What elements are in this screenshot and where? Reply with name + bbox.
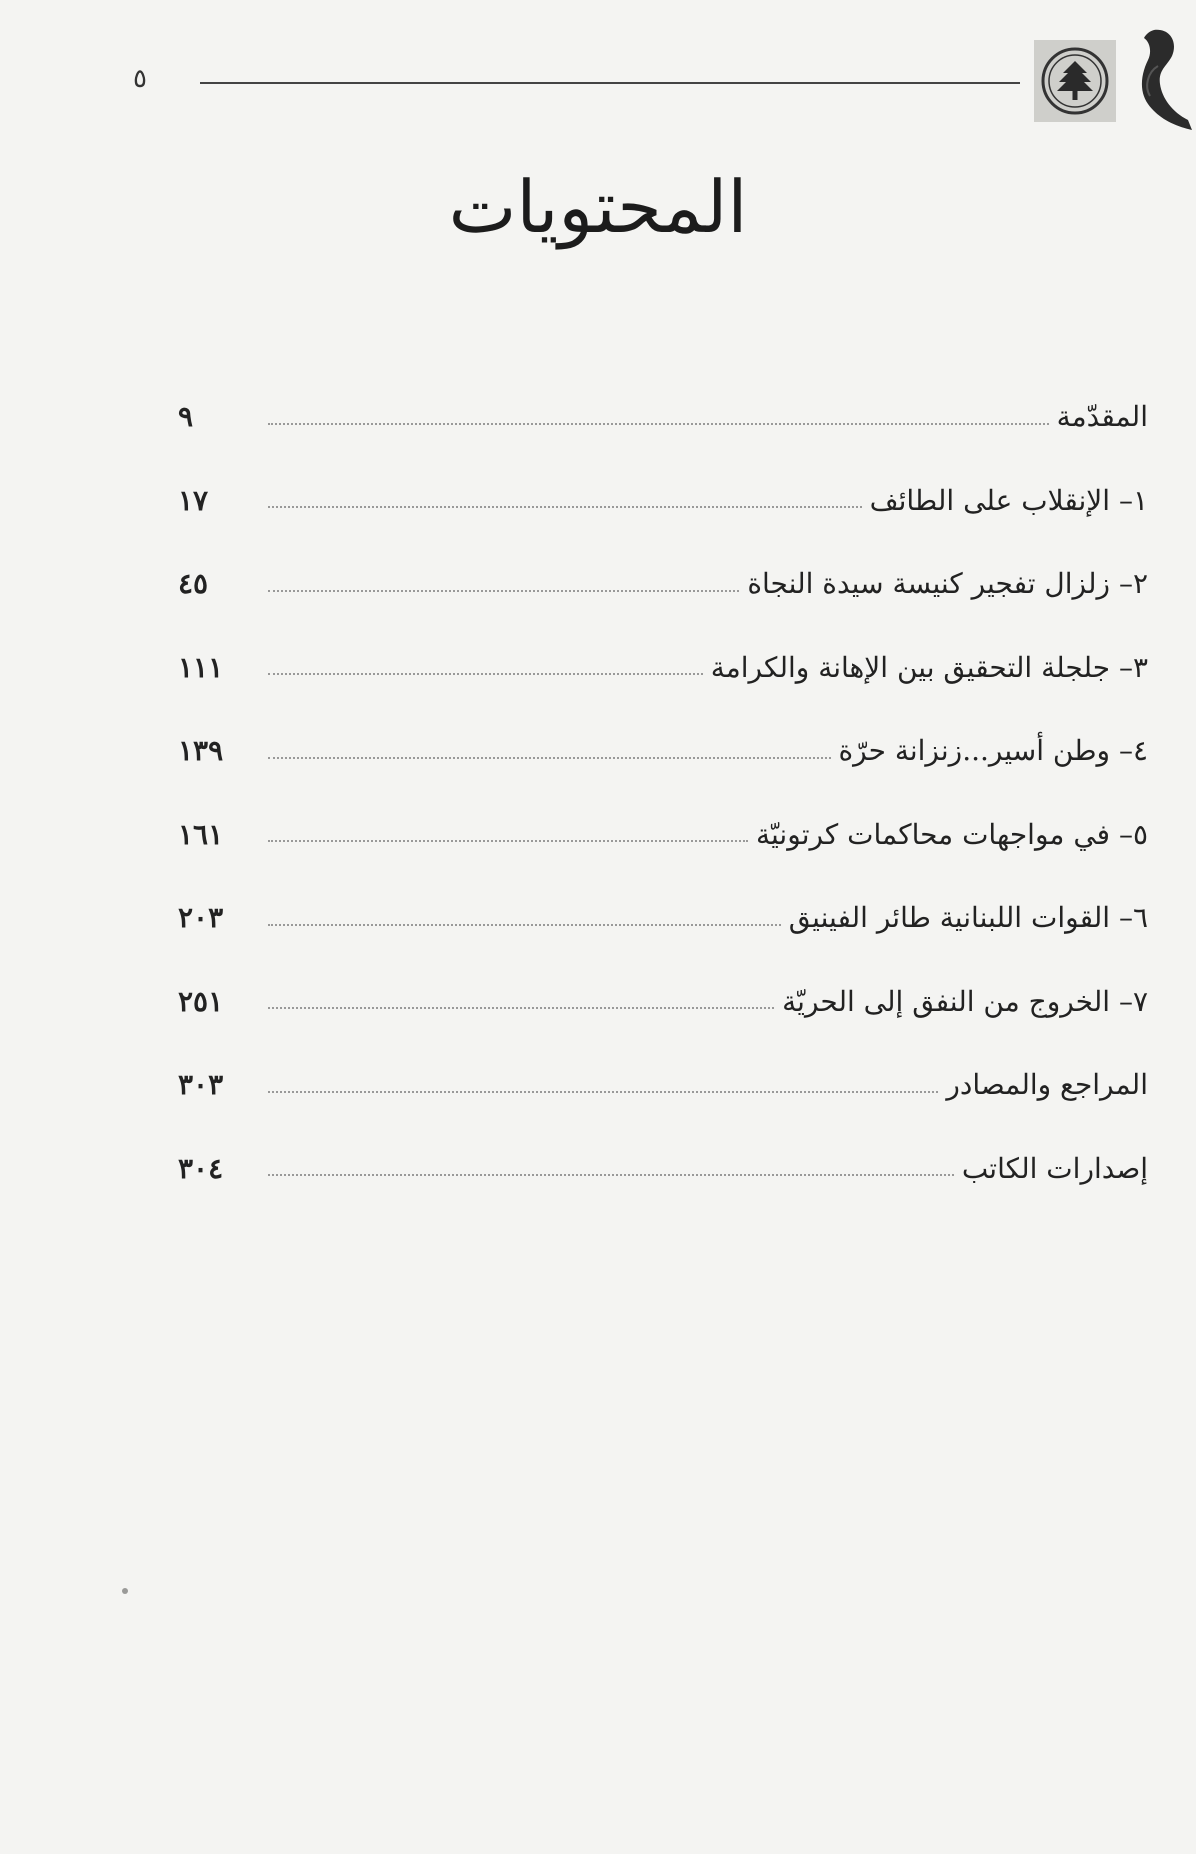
toc-entry-label: ٢– زلزال تفجير كنيسة سيدة النجاة [747, 567, 1148, 601]
page-title: المحتويات [448, 165, 748, 249]
toc-entry[interactable] [178, 375, 1148, 459]
toc-entry-label: إصدارات الكاتب [961, 1151, 1148, 1185]
dot-leader [268, 840, 748, 842]
toc-entry-label: ١– الإنقلاب على الطائف [869, 483, 1148, 517]
dot-leader [268, 673, 703, 675]
dot-leader [268, 1174, 954, 1176]
dot-leader [268, 506, 862, 508]
page-speck [122, 1588, 128, 1594]
toc-entry-label: ٥– في مواجهات محاكمات كرتونيّة [755, 817, 1148, 851]
toc-entry[interactable] [178, 876, 1148, 960]
toc-entry-page: ١١١ [178, 650, 224, 684]
header-rule [200, 82, 1020, 84]
toc-entry[interactable] [178, 793, 1148, 877]
dot-leader [268, 924, 781, 926]
dot-leader [268, 757, 831, 759]
toc-entry[interactable] [178, 1127, 1148, 1211]
toc-entry-page: ١٣٩ [178, 734, 224, 768]
toc-entry-page: ٣٠٣ [178, 1068, 224, 1102]
page-number: ٥ [133, 64, 147, 94]
dot-leader [268, 423, 1049, 425]
toc-entry[interactable] [178, 459, 1148, 543]
toc-entry-label: المقدّمة [1056, 400, 1148, 434]
toc-entry[interactable] [178, 626, 1148, 710]
toc-entry-page: ٩ [178, 400, 194, 434]
dot-leader [268, 590, 739, 592]
toc-entry[interactable] [178, 542, 1148, 626]
toc-entry[interactable] [178, 709, 1148, 793]
toc-entry-page: ١٦١ [178, 817, 224, 851]
toc-entry-label: المراجع والمصادر [946, 1068, 1148, 1102]
toc-entry-label: ٤– وطن أسير...زنزانة حرّة [838, 734, 1148, 768]
toc-entry-page: ٤٥ [178, 567, 209, 601]
silhouette-icon [1118, 26, 1196, 146]
dot-leader [268, 1007, 774, 1009]
lebanese-cedar-emblem-icon [1034, 40, 1116, 122]
dot-leader [268, 1091, 938, 1093]
toc-entry-page: ١٧ [178, 483, 209, 517]
toc-entry-label: ٧– الخروج من النفق إلى الحريّة [782, 984, 1148, 1018]
toc-entry[interactable] [178, 960, 1148, 1044]
toc-entry-page: ٢٥١ [178, 984, 224, 1018]
toc-entry-label: ٣– جلجلة التحقيق بين الإهانة والكرامة [710, 650, 1148, 684]
toc-entry[interactable] [178, 1043, 1148, 1127]
toc-entry-page: ٣٠٤ [178, 1151, 224, 1185]
toc-entry-label: ٦– القوات اللبنانية طائر الفينيق [788, 901, 1148, 935]
toc-entry-page: ٢٠٣ [178, 901, 224, 935]
table-of-contents [178, 375, 1148, 1210]
